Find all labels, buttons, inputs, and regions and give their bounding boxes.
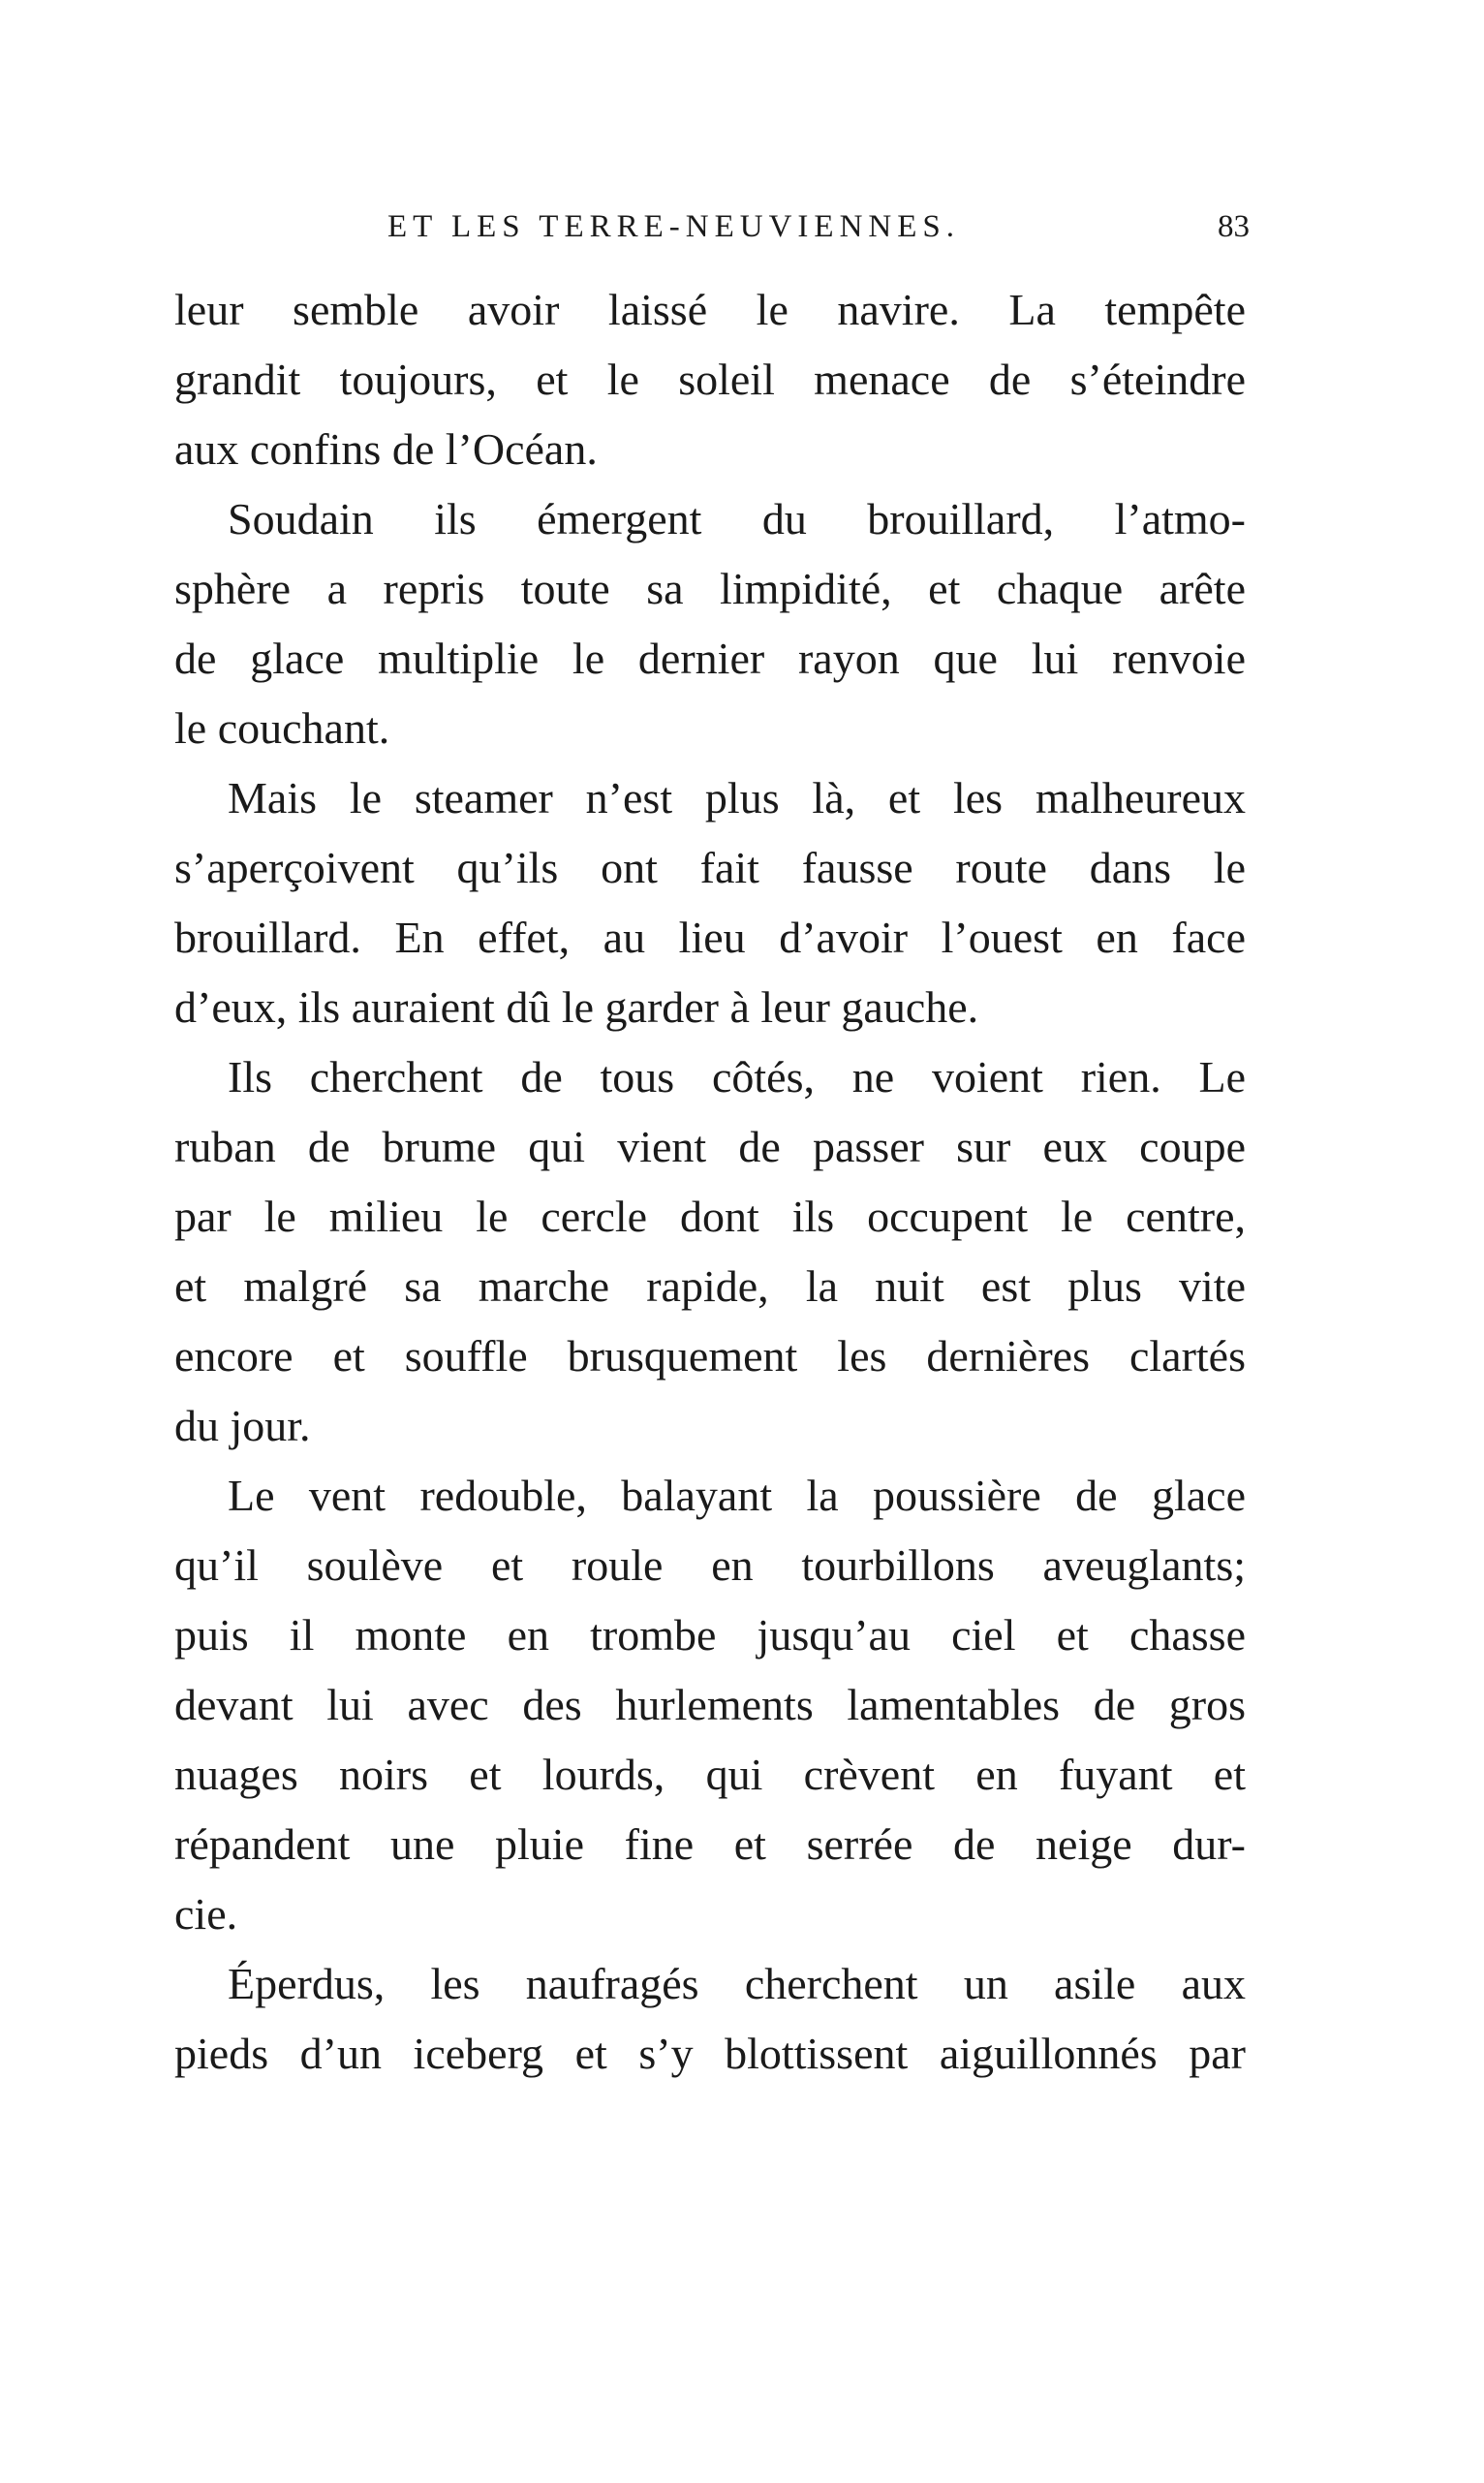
text-line: puis il monte en trombe jusqu’au ciel et chasse <box>174 1610 1246 1660</box>
running-head <box>174 202 1250 252</box>
text-line: du jour. <box>174 1401 311 1450</box>
text-line: encore et souffle brusquement les dernières clartés <box>174 1331 1246 1381</box>
text-line: et malgré sa marche rapide, la nuit est plus vite <box>174 1261 1246 1311</box>
page-number: 83 <box>1218 209 1250 244</box>
text-line: cie. <box>174 1889 238 1939</box>
text-line: Ils cherchent de tous côtés, ne voient rien. Le <box>228 1052 1246 1102</box>
text-line: répandent une pluie fine et serrée de neige dur- <box>174 1819 1246 1869</box>
text-line: qu’il soulève et roule en tourbillons aveuglants; <box>174 1540 1246 1590</box>
running-title: ET LES TERRE-NEUVIENNES. <box>387 209 960 244</box>
text-line: Le vent redouble, balayant la poussière de glace <box>228 1471 1246 1520</box>
text-line: par le milieu le cercle dont ils occupent le centre, <box>174 1192 1246 1241</box>
text-line: grandit toujours, et le soleil menace de s’éteindre <box>174 355 1246 404</box>
text-line: pieds d’un iceberg et s’y blottissent aiguillonnés par <box>174 2029 1246 2078</box>
text-line: ruban de brume qui vient de passer sur eux coupe <box>174 1122 1246 1171</box>
text-line: brouillard. En effet, au lieu d’avoir l’ouest en face <box>174 913 1246 962</box>
text-line: nuages noirs et lourds, qui crèvent en fuyant et <box>174 1750 1246 1799</box>
text-line: aux confins de l’Océan. <box>174 424 598 474</box>
body-text <box>174 275 1246 2089</box>
text-line: de glace multiplie le dernier rayon que lui renvoie <box>174 634 1246 683</box>
text-line: sphère a repris toute sa limpidité, et chaque arête <box>174 564 1246 613</box>
text-line: d’eux, ils auraient dû le garder à leur gauche. <box>174 982 979 1032</box>
text-line: devant lui avec des hurlements lamentables de gros <box>174 1680 1246 1729</box>
text-line: le couchant. <box>174 703 390 753</box>
text-line: s’aperçoivent qu’ils ont fait fausse route dans le <box>174 843 1246 892</box>
text-line: Éperdus, les naufragés cherchent un asile aux <box>228 1959 1246 2008</box>
text-line: leur semble avoir laissé le navire. La tempête <box>174 285 1246 334</box>
text-line: Mais le steamer n’est plus là, et les malheureux <box>228 773 1246 822</box>
text-line: Soudain ils émergent du brouillard, l’atmo- <box>228 494 1246 543</box>
